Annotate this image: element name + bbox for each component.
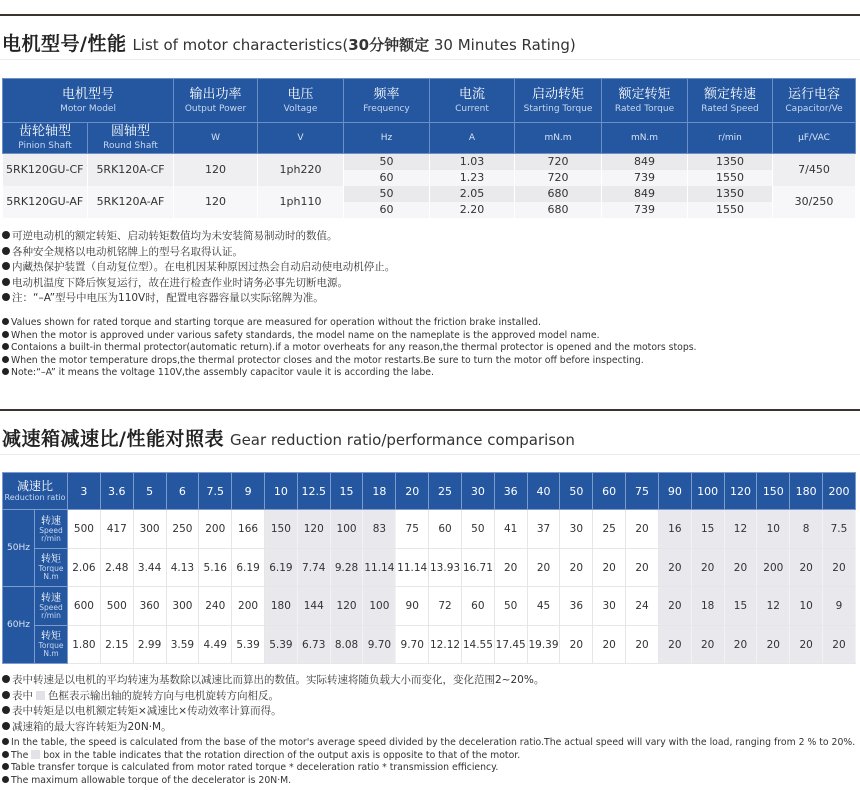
header-en: Capacitor/Ve [785, 103, 843, 114]
note-text: Note:“–A” it means the voltage 110V,the assembly capacitor vaule it is according the labe. [11, 367, 434, 379]
ratio-value: 20 [593, 626, 626, 664]
note-item [2, 245, 395, 261]
note-text: 各种安全规格以电动机铭牌上的型号名取得认证。 [12, 245, 243, 258]
section1-title-cn: 电机型号/性能 [2, 33, 127, 55]
ratio-value: 100 [363, 587, 396, 626]
ratio-value: 17.45 [494, 626, 527, 664]
ratio-header: 40 [527, 473, 560, 510]
ratio-value: 75 [396, 510, 429, 549]
header-cn: 启动转矩 [532, 86, 585, 102]
note-text: 内藏热保护装置（自动复位型）。在电机因某种原因过热会自动启动使电动机停止。 [12, 261, 396, 273]
label-en: Speed [39, 602, 63, 612]
ratio-value: 13.93 [429, 549, 462, 587]
ratio-value: 20 [724, 549, 757, 587]
ratio-value: 300 [166, 587, 199, 626]
section1-title-en [132, 36, 575, 54]
label-unit: r/min [41, 533, 61, 543]
voltage: 1ph110 [258, 186, 344, 218]
notes-en-section1 [2, 317, 697, 380]
header-round-shaft [88, 123, 174, 154]
unit-voltage: V [258, 123, 344, 154]
ratio-value: 360 [133, 587, 166, 626]
note-item [2, 276, 395, 292]
ratio-header: 15 [330, 473, 363, 510]
ratio-value: 20 [658, 549, 691, 587]
unit-starting-torque: mN.m [515, 123, 602, 154]
bullet-icon [2, 751, 9, 758]
ratio-value: 6.19 [264, 549, 297, 587]
ratio-value: 15 [724, 587, 757, 626]
ratio-value: 500 [100, 587, 133, 626]
note-item [2, 775, 855, 788]
ratio-header: 150 [757, 473, 790, 510]
ratio-value: 20 [658, 587, 691, 626]
ratio-value: 20 [527, 549, 560, 587]
header-pinion-shaft [3, 123, 88, 154]
note-item [2, 750, 855, 763]
ratio-header: 12.5 [297, 473, 330, 510]
bullet-icon [2, 247, 10, 255]
starting-torque: 720 [515, 170, 602, 186]
ratio-value: 2.48 [100, 549, 133, 587]
ratio-value: 200 [199, 510, 232, 549]
speed-label [35, 510, 68, 549]
ratio-value: 24 [626, 587, 659, 626]
header-en: Motor Model [60, 103, 116, 114]
note-text: 表中转矩是以电机额定转矩×减速比×传动效率计算而得。 [12, 705, 282, 717]
ratio-value: 16 [658, 510, 691, 549]
note-item [2, 689, 544, 705]
note-text: box in the table indicates that the rotation direction of the output axis is opposite to that of the motor. [43, 749, 521, 761]
ratio-value: 20 [790, 626, 823, 664]
torque-label [35, 549, 68, 587]
notes-cn-section1 [2, 229, 395, 307]
header-cn: 圆轴型 [111, 124, 151, 139]
ratio-value: 20 [560, 549, 593, 587]
freq-label-50hz: 50Hz [3, 510, 35, 587]
ratio-value: 25 [593, 510, 626, 549]
bullet-icon [2, 706, 10, 714]
ratio-value: 20 [724, 626, 757, 664]
ratio-header: 200 [823, 473, 856, 510]
speed-label [35, 587, 68, 626]
label-unit: N.m [43, 572, 59, 581]
header-rated-torque [602, 79, 688, 123]
note-text: 表中转速是以电机的平均转速为基数除以减速比而算出的数值。实际转速将随负载大小而变化，变化范围2~20%。 [12, 674, 545, 686]
header-capacitor [773, 79, 856, 123]
ratio-value: 200 [232, 587, 265, 626]
ratio-value: 20 [757, 626, 790, 664]
ratio-value: 90 [396, 587, 429, 626]
note-item [2, 737, 855, 750]
bullet-icon [2, 356, 9, 363]
ratio-header: 7.5 [199, 473, 232, 510]
note-text: The maximum allowable torque of the decelerator is 20N·M. [11, 774, 292, 786]
ratio-value: 10 [757, 510, 790, 549]
table-row [3, 510, 856, 549]
note-text: Contaions a built-in thermal protector(automatic return).if a motor overheats for any reason,the thermal protector is opened and the motors stops. [11, 342, 697, 354]
section1-title-en-text: List of motor characteristics( [132, 36, 349, 54]
ratio-value: 9.70 [396, 626, 429, 664]
ratio-value: 50 [461, 510, 494, 549]
ratio-value: 4.49 [199, 626, 232, 664]
table-row [3, 626, 856, 664]
ratio-header: 100 [691, 473, 724, 510]
header-current [430, 79, 515, 123]
ratio-value: 60 [461, 587, 494, 626]
ratio-value: 12 [724, 510, 757, 549]
header-cn: 频率 [373, 86, 400, 102]
bullet-icon [2, 278, 10, 286]
ratio-value: 83 [363, 510, 396, 549]
ratio-header: 18 [363, 473, 396, 510]
gray-swatch-icon [31, 750, 40, 759]
note-text: In the table, the speed is calculated from the base of the motor's average speed divided by the deceleration ratio.The actual speed will vary with the load, ranging from 2 % to 20%. [11, 737, 856, 748]
ratio-header: 6 [166, 473, 199, 510]
header-en: Pinion Shaft [18, 141, 72, 151]
ratio-value: 20 [790, 549, 823, 587]
section1-title-en-bold: 30分钟额定 [348, 36, 430, 54]
ratio-value: 20 [626, 549, 659, 587]
note-item [2, 673, 544, 689]
section2-title-en: Gear reduction ratio/performance comparison [229, 431, 575, 449]
note-item [2, 704, 544, 720]
rated-torque: 739 [602, 202, 688, 218]
ratio-header: 120 [724, 473, 757, 510]
bullet-icon [2, 722, 10, 730]
current: 2.05 [430, 186, 515, 202]
output-power: 120 [174, 154, 258, 187]
header-cn: 电压 [287, 86, 314, 102]
header-en: Starting Torque [523, 103, 593, 114]
gray-swatch-icon [36, 691, 45, 700]
section2-title-cn: 减速箱减速比/性能对照表 [2, 428, 224, 450]
ratio-value: 2.15 [100, 626, 133, 664]
capacitor: 30/250 [773, 186, 856, 218]
ratio-value: 20 [823, 549, 856, 587]
note-text: 减速箱的最大容许转矩为20N·M。 [12, 720, 172, 733]
header-rated-speed [688, 79, 773, 123]
bullet-icon [2, 231, 10, 239]
ratio-value: 50 [494, 587, 527, 626]
ratio-value: 45 [527, 587, 560, 626]
label-cn: 转矩 [41, 554, 61, 565]
rated-torque: 739 [602, 170, 688, 186]
ratio-value: 20 [494, 549, 527, 587]
note-item [2, 330, 697, 343]
note-item [2, 720, 544, 736]
note-item [2, 762, 855, 775]
ratio-value: 4.13 [166, 549, 199, 587]
bullet-icon [2, 343, 9, 350]
label-unit: N.m [43, 649, 59, 658]
ratio-value: 8 [790, 510, 823, 549]
header-en: Voltage [283, 103, 318, 114]
ratio-header: 30 [461, 473, 494, 510]
ratio-header: 36 [494, 473, 527, 510]
header-cn: 输出功率 [189, 86, 242, 102]
header-reduction-ratio [3, 473, 68, 510]
ratio-value: 30 [593, 587, 626, 626]
ratio-value: 20 [691, 549, 724, 587]
header-cn: 运行电容 [788, 86, 841, 102]
header-en: Rated Torque [614, 103, 675, 114]
unit-capacitor: μF/VAC [773, 123, 856, 154]
rated-speed: 1550 [688, 202, 773, 218]
ratio-value: 7.74 [297, 549, 330, 587]
ratio-value: 9.28 [330, 549, 363, 587]
ratio-value: 72 [429, 587, 462, 626]
voltage: 1ph220 [258, 154, 344, 187]
note-text: Table transfer torque is calculated from motor rated torque * deceleration ratio * transmission efficiency. [11, 762, 499, 774]
label-cn: 转速 [41, 592, 61, 604]
ratio-value: 15 [691, 510, 724, 549]
header-en: Rated Speed [701, 103, 759, 114]
section2-title [2, 424, 575, 451]
ratio-value: 20 [626, 510, 659, 549]
ratio-value: 14.55 [461, 626, 494, 664]
unit-power: W [174, 123, 258, 154]
ratio-value: 11.14 [363, 549, 396, 587]
ratio-value: 5.16 [199, 549, 232, 587]
starting-torque: 680 [515, 202, 602, 218]
note-text: When the motor temperature drops,the thermal protector closes and the motor restarts.Be sure to turn the motor off before inspecting. [11, 354, 644, 366]
ratio-value: 19.39 [527, 626, 560, 664]
note-item [2, 291, 395, 307]
bullet-icon [2, 262, 10, 270]
header-motor-model [3, 79, 174, 123]
note-text: 注：“–A”型号中电压为110V时，配置电容器容量以实际铭牌为准。 [12, 292, 324, 304]
ratio-value: 20 [626, 626, 659, 664]
ratio-value: 1.80 [68, 626, 101, 664]
current: 1.03 [430, 154, 515, 171]
unit-current: A [430, 123, 515, 154]
header-en: Output Power [184, 103, 247, 114]
round-model: 5RK120A-CF [88, 154, 174, 187]
label-en: Torque [38, 641, 64, 650]
ratio-value: 417 [100, 510, 133, 549]
rated-torque: 849 [602, 154, 688, 171]
pinion-model: 5RK120GU-CF [3, 154, 88, 187]
starting-torque: 720 [515, 154, 602, 171]
header-cn: 齿轮轴型 [18, 124, 71, 139]
ratio-value: 20 [823, 626, 856, 664]
note-text: When the motor is approved under various safety standards, the model name on the nameplate is the approved model name. [11, 329, 600, 341]
bullet-icon [2, 331, 9, 338]
ratio-value: 12.12 [429, 626, 462, 664]
ratio-value: 100 [330, 510, 363, 549]
ratio-value: 20 [658, 626, 691, 664]
ratio-header: 3 [68, 473, 101, 510]
ratio-value: 144 [297, 587, 330, 626]
ratio-value: 6.73 [297, 626, 330, 664]
ratio-header: 10 [264, 473, 297, 510]
unit-rated-torque: mN.m [602, 123, 688, 154]
ratio-value: 20 [593, 549, 626, 587]
label-unit: r/min [41, 610, 61, 620]
label-en: Speed [39, 525, 63, 535]
ratio-value: 9 [823, 587, 856, 626]
header-en: Round Shaft [103, 141, 158, 151]
ratio-header: 50 [560, 473, 593, 510]
frequency: 50 [344, 186, 430, 202]
note-item [2, 317, 697, 330]
ratio-value: 6.19 [232, 549, 265, 587]
ratio-value: 250 [166, 510, 199, 549]
current: 2.20 [430, 202, 515, 218]
bullet-icon [2, 293, 10, 301]
ratio-value: 10 [790, 587, 823, 626]
note-text: 电动机温度下降后恢复运行，故在进行检查作业时请务必事先切断电源。 [12, 276, 348, 289]
ratio-value: 120 [330, 587, 363, 626]
section1-title [2, 29, 576, 56]
ratio-value: 240 [199, 587, 232, 626]
ratio-value: 36 [560, 587, 593, 626]
ratio-header: 20 [396, 473, 429, 510]
note-text: The [11, 749, 29, 761]
bullet-icon [2, 738, 9, 745]
bullet-icon [2, 691, 10, 699]
ratio-header: 60 [593, 473, 626, 510]
ratio-value: 7.5 [823, 510, 856, 549]
header-cn: 电流 [459, 86, 486, 102]
header-cn: 额定转速 [704, 86, 757, 102]
note-text: 色框表示输出轴的旋转方向与电机旋转方向相反。 [48, 689, 279, 702]
ratio-value: 8.08 [330, 626, 363, 664]
ratio-value: 5.39 [264, 626, 297, 664]
bullet-icon [2, 763, 9, 770]
note-item [2, 342, 697, 355]
section2-bottom-rule [0, 454, 860, 455]
ratio-header: 75 [626, 473, 659, 510]
rated-speed: 1350 [688, 186, 773, 202]
ratio-header: 25 [429, 473, 462, 510]
ratio-value: 12 [757, 587, 790, 626]
torque-label [35, 626, 68, 664]
ratio-value: 120 [297, 510, 330, 549]
ratio-header: 9 [232, 473, 265, 510]
unit-frequency: Hz [344, 123, 430, 154]
header-cn: 电机型号 [62, 86, 115, 102]
table-row [3, 154, 856, 171]
ratio-value: 20 [560, 626, 593, 664]
ratio-value: 18 [691, 587, 724, 626]
ratio-header: 3.6 [100, 473, 133, 510]
label-cn: 转矩 [41, 631, 61, 642]
header-voltage [258, 79, 344, 123]
ratio-value: 150 [264, 510, 297, 549]
ratio-value: 200 [757, 549, 790, 587]
section1-title-en-tail: 30 Minutes Rating) [429, 36, 576, 54]
header-output-power [174, 79, 258, 123]
ratio-value: 2.06 [68, 549, 101, 587]
ratio-value: 180 [264, 587, 297, 626]
ratio-value: 11.14 [396, 549, 429, 587]
round-model: 5RK120A-AF [88, 186, 174, 218]
note-text: Values shown for rated torque and starting torque are measured for operation without the friction brake installed. [11, 317, 541, 328]
freq-label-60hz: 60Hz [3, 587, 35, 664]
rated-torque: 849 [602, 186, 688, 202]
section2-top-rule [0, 409, 860, 411]
output-power: 120 [174, 186, 258, 218]
ratio-value: 2.99 [133, 626, 166, 664]
notes-en-section2 [2, 737, 855, 787]
ratio-value: 20 [691, 626, 724, 664]
note-text: 可逆电动机的额定转矩、启动转矩数值均为未安装简易制动时的数值。 [12, 230, 338, 242]
header-cn: 额定转矩 [618, 86, 671, 102]
motor-characteristics-table [2, 78, 856, 218]
header-cn: 减速比 [17, 479, 54, 493]
current: 1.23 [430, 170, 515, 186]
notes-cn-section2 [2, 673, 544, 735]
gear-ratio-table [2, 472, 856, 664]
note-text: 表中 [12, 689, 33, 702]
ratio-value: 41 [494, 510, 527, 549]
ratio-value: 3.44 [133, 549, 166, 587]
header-en: Reduction ratio [4, 493, 66, 502]
ratio-value: 3.59 [166, 626, 199, 664]
ratio-value: 500 [68, 510, 101, 549]
section1-top-rule [0, 14, 860, 16]
rated-speed: 1550 [688, 170, 773, 186]
ratio-value: 16.71 [461, 549, 494, 587]
header-en: Frequency [363, 103, 410, 114]
label-cn: 转速 [41, 515, 61, 527]
note-item [2, 367, 697, 380]
table-row [3, 587, 856, 626]
ratio-header: 90 [658, 473, 691, 510]
ratio-value: 37 [527, 510, 560, 549]
bullet-icon [2, 776, 9, 783]
bullet-icon [2, 318, 9, 325]
frequency: 60 [344, 170, 430, 186]
table-row [3, 549, 856, 587]
rated-speed: 1350 [688, 154, 773, 171]
ratio-header: 180 [790, 473, 823, 510]
note-item [2, 229, 395, 245]
frequency: 50 [344, 154, 430, 171]
ratio-value: 600 [68, 587, 101, 626]
label-en: Torque [38, 564, 64, 573]
ratio-value: 9.70 [363, 626, 396, 664]
ratio-value: 30 [560, 510, 593, 549]
header-starting-torque [515, 79, 602, 123]
capacitor: 7/450 [773, 154, 856, 187]
section1-bottom-rule [0, 59, 860, 60]
starting-torque: 680 [515, 186, 602, 202]
ratio-value: 166 [232, 510, 265, 549]
note-item [2, 355, 697, 368]
header-en: Current [455, 103, 489, 114]
note-item [2, 260, 395, 276]
header-frequency [344, 79, 430, 123]
ratio-header: 5 [133, 473, 166, 510]
table-row [3, 186, 856, 202]
ratio-value: 60 [429, 510, 462, 549]
bullet-icon [2, 368, 9, 375]
ratio-value: 300 [133, 510, 166, 549]
pinion-model: 5RK120GU-AF [3, 186, 88, 218]
bullet-icon [2, 675, 10, 683]
frequency: 60 [344, 202, 430, 218]
ratio-value: 5.39 [232, 626, 265, 664]
unit-rated-speed: r/min [688, 123, 773, 154]
